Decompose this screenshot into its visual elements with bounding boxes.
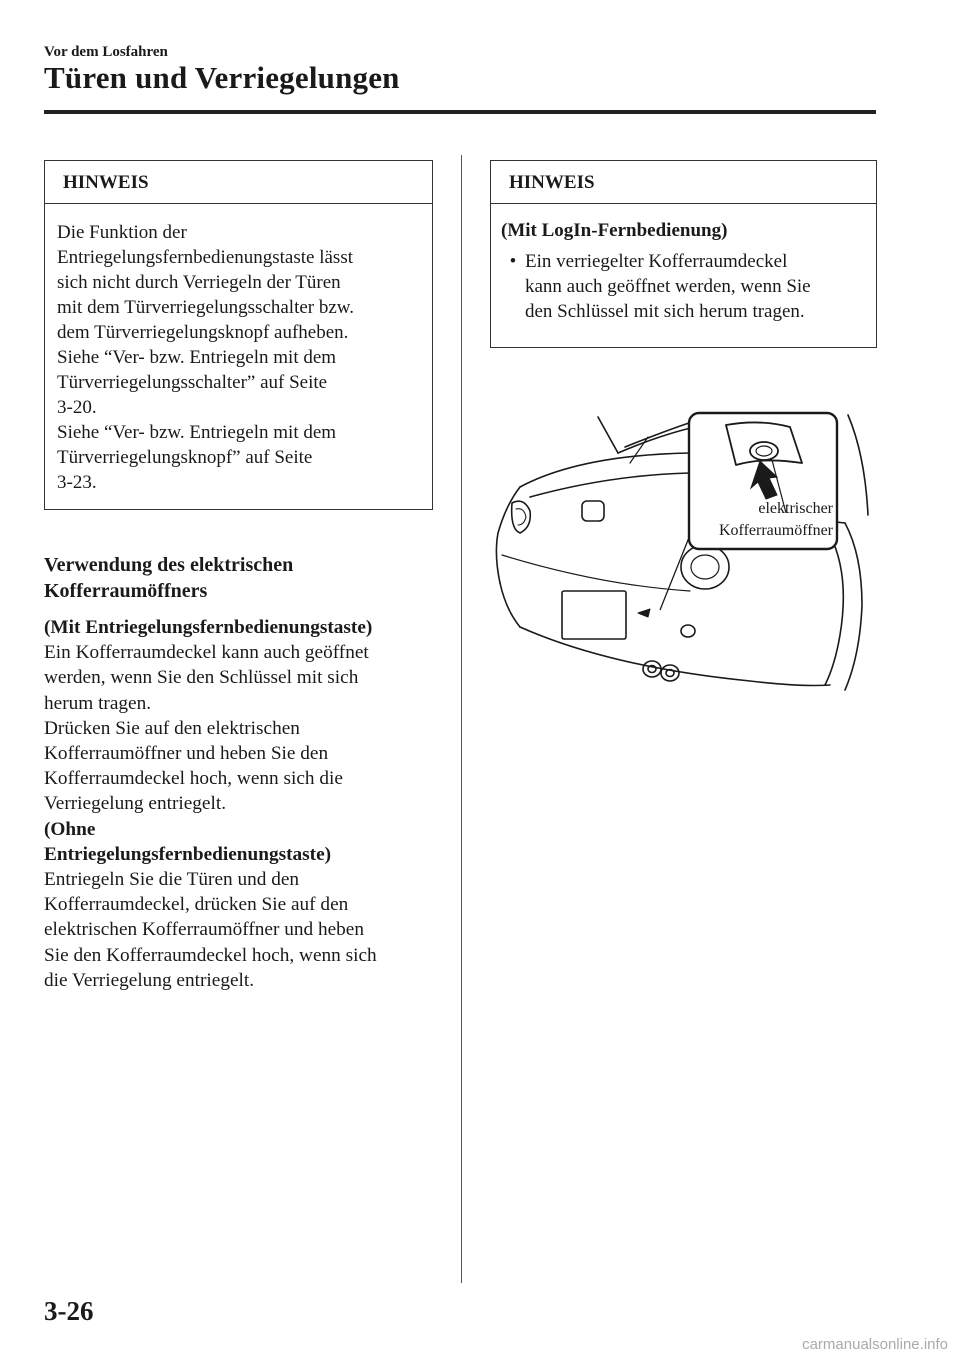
column-divider [461, 155, 462, 1283]
paragraph-1 [44, 640, 438, 816]
note-heading: HINWEIS [45, 161, 432, 204]
text-line: Entriegeln Sie die Türen und den [44, 869, 300, 891]
text-line: Sie den Kofferraumdeckel hoch, wenn sich [44, 944, 377, 966]
note-line: Siehe “Ver- bzw. Entriegeln mit dem [57, 422, 337, 443]
note-body [491, 204, 876, 324]
text-line: Kofferraumdeckel, drücken Sie auf den [44, 894, 349, 916]
note-subheading: (Mit LogIn-Fernbedienung) [501, 220, 728, 241]
bullet-line: den Schlüssel mit sich herum tragen. [525, 301, 805, 322]
note-body [45, 204, 432, 495]
text-line: (Ohne [44, 818, 96, 840]
section-subheading [44, 553, 438, 604]
subheading-line: Kofferraumöffners [44, 579, 208, 602]
note-line: mit dem Türverriegelungsschalter bzw. [57, 297, 355, 318]
note-heading: HINWEIS [491, 161, 876, 204]
text-line: herum tragen. [44, 692, 152, 714]
text-line: Verriegelung entriegelt. [44, 793, 227, 815]
watermark: carmanualsonline.info [802, 1336, 948, 1353]
note-line: Türverriegelungsknopf” auf Seite [57, 447, 313, 468]
note-line: Entriegelungsfernbedienungstaste lässt [57, 247, 354, 268]
bullet-line: kann auch geöffnet werden, wenn Sie [525, 276, 811, 297]
note-box-left [44, 160, 433, 510]
car-rear-illustration [490, 405, 875, 705]
note-box-right [490, 160, 877, 348]
text-line: Entriegelungsfernbedienungstaste) [44, 843, 332, 865]
note-line: Türverriegelungsschalter” auf Seite [57, 372, 328, 393]
page-number: 3-26 [44, 1296, 94, 1326]
title-rule [44, 110, 876, 114]
bullet-icon: • [509, 251, 517, 272]
note-line: sich nicht durch Verriegeln der Türen [57, 272, 341, 293]
leader-line [660, 535, 690, 610]
note-line: Siehe “Ver- bzw. Entriegeln mit dem [57, 347, 337, 368]
text-line: werden, wenn Sie den Schlüssel mit sich [44, 667, 359, 689]
condition-heading: (Mit Entriegelungsfernbedienungstaste) [44, 617, 373, 638]
text-line: die Verriegelung entriegelt. [44, 969, 255, 991]
text-line: Ein Kofferraumdeckel kann auch geöffnet [44, 642, 369, 664]
text-line: elektrischen Kofferraumöffner und heben [44, 919, 364, 941]
section-label: Vor dem Losfahren [44, 44, 168, 60]
bullet-line: Ein verriegelter Kofferraumdeckel [525, 251, 788, 272]
note-line: dem Türverriegelungsknopf aufheben. [57, 322, 349, 343]
page-title: Türen und Verriegelungen [44, 60, 400, 95]
text-line: Drücken Sie auf den elektrischen [44, 717, 300, 739]
paragraph-2 [44, 867, 438, 993]
callout-label: Kofferraumöffner [718, 522, 833, 539]
note-line: Die Funktion der [57, 222, 187, 243]
note-line: 3-23. [57, 472, 97, 493]
note-line: 3-20. [57, 397, 97, 418]
condition-heading [44, 817, 438, 867]
main-content [44, 553, 438, 993]
text-line: Kofferraumöffner und heben Sie den [44, 743, 329, 765]
bullet-text [525, 249, 866, 324]
callout-label: elektrischer [758, 500, 833, 517]
note-bullet [501, 249, 866, 324]
text-line: Kofferraumdeckel hoch, wenn sich die [44, 768, 343, 790]
subheading-line: Verwendung des elektrischen [44, 554, 294, 576]
